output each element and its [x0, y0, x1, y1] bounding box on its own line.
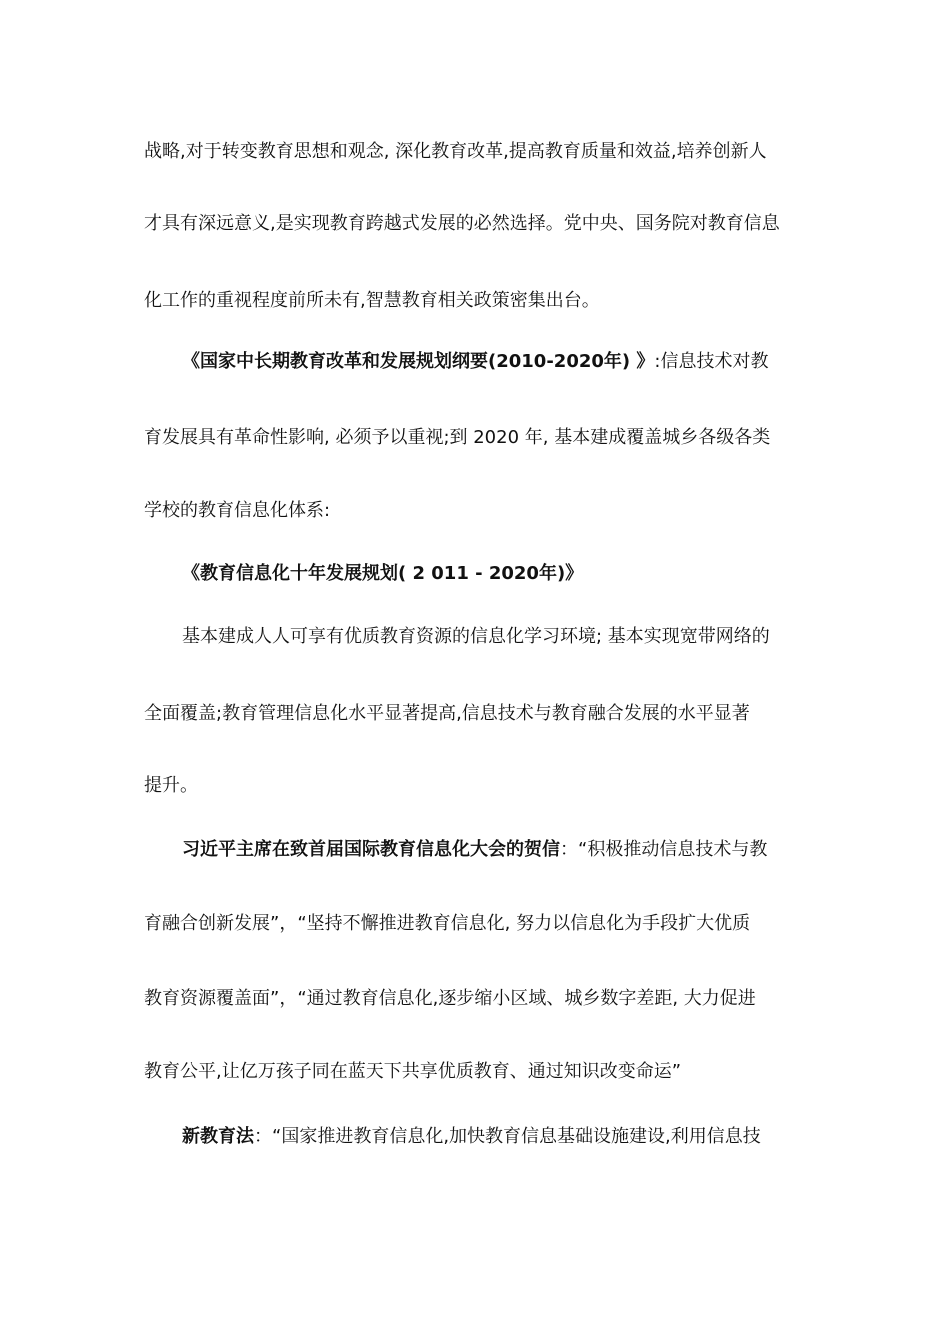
law-title: 新教育法 — [182, 1126, 254, 1147]
ten-year-plan-title: 《教育信息化十年发展规划( 2 011 - 2020年)》 — [182, 563, 584, 584]
plan-title: 《国家中长期教育改革和发展规划纲要(2010-2020年) 》 — [182, 351, 655, 372]
body-text-line: 教育资源覆盖面”，“通过教育信息化,逐步缩小区域、城乡数字差距, 大力促进 — [144, 988, 756, 1009]
body-text-line: 育发展具有革命性影响, 必须予以重视;到 2020 年, 基本建成覆盖城乡各级各类 — [144, 427, 771, 448]
body-text-line: 才具有深远意义,是实现教育跨越式发展的必然选择。党中央、国务院对教育信息 — [144, 213, 780, 234]
xi-lead-text: ：“积极推动信息技术与教 — [560, 839, 768, 860]
xi-letter-title: 习近平主席在致首届国际教育信息化大会的贺信 — [182, 839, 560, 860]
plan-paragraph-first-line — [182, 349, 808, 375]
body-text-line: 战略,对于转变教育思想和观念, 深化教育改革,提高教育质量和效益,培养创新人 — [144, 141, 767, 162]
body-text-line: 学校的教育信息化体系: — [144, 500, 331, 521]
body-text-line: 基本建成人人可享有优质教育资源的信息化学习环境; 基本实现宽带网络的 — [182, 626, 770, 647]
body-text-line: 提升。 — [144, 775, 198, 796]
body-text-line: 育融合创新发展”，“坚持不懈推进教育信息化, 努力以信息化为手段扩大优质 — [144, 913, 751, 934]
body-text-line: 全面覆盖;教育管理信息化水平显著提高,信息技术与教育融合发展的水平显著 — [144, 703, 750, 724]
law-paragraph-first-line — [182, 1124, 808, 1150]
plan-lead-text: :信息技术对教 — [654, 351, 769, 372]
law-lead-text: ：“国家推进教育信息化,加快教育信息基础设施建设,利用信息技 — [254, 1126, 761, 1147]
body-text-line: 教育公平,让亿万孩子同在蓝天下共享优质教育、通过知识改变命运” — [144, 1061, 682, 1082]
body-text-line: 化工作的重视程度前所未有,智慧教育相关政策密集出台。 — [144, 290, 600, 311]
xi-paragraph-first-line — [182, 837, 808, 863]
